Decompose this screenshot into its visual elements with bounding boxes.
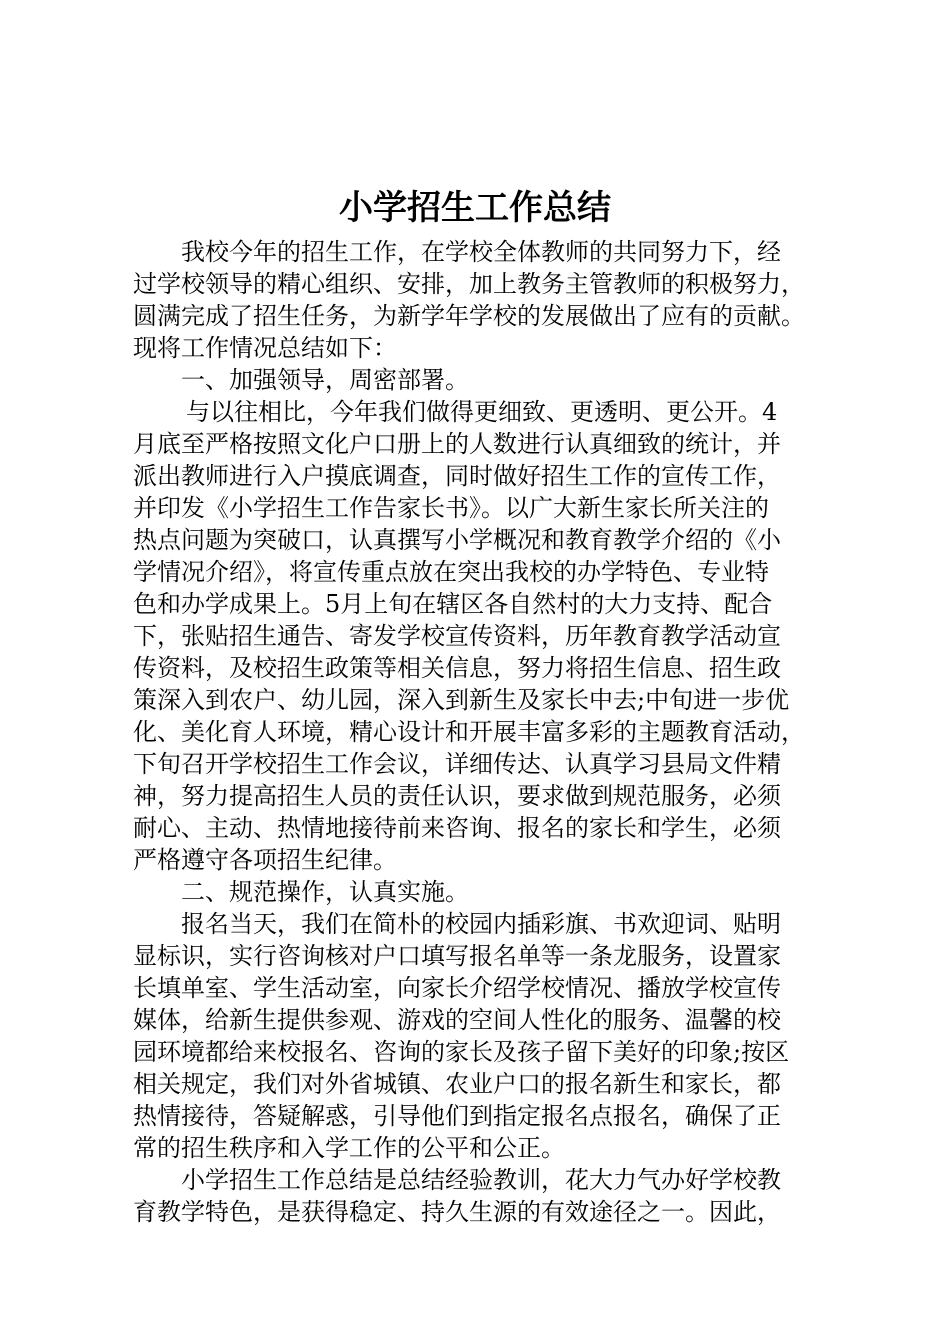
section-heading: 一、加强领导，周密部署。 xyxy=(181,366,469,394)
paragraph-line: 色和办学成果上。5月上旬在辖区各自然村的大力支持、配合 xyxy=(133,590,773,618)
paragraph-line: 小学招生工作总结是总结经验教训，花大力气办好学校教 xyxy=(181,1166,781,1194)
paragraph-line: 圆满完成了招生任务，为新学年学校的发展做出了应有的贡献。 xyxy=(133,302,805,330)
paragraph-line: 育教学特色，是获得稳定、持久生源的有效途径之一。因此， xyxy=(133,1198,781,1226)
section-heading: 二、规范操作，认真实施。 xyxy=(181,878,469,906)
paragraph-line: 下，张贴招生通告、寄发学校宣传资料，历年教育教学活动宣 xyxy=(133,622,781,650)
paragraph-line: 与以往相比，今年我们做得更细致、更透明、更公开。4 xyxy=(186,398,778,426)
paragraph-line: 热点问题为突破口，认真撰写小学概况和教育教学介绍的《小 xyxy=(133,526,781,554)
paragraph-line: 媒体，给新生提供参观、游戏的空间人性化的服务、温馨的校 xyxy=(133,1006,781,1034)
document-title: 小学招生工作总结 xyxy=(339,188,611,228)
paragraph-line: 传资料，及校招生政策等相关信息，努力将招生信息、招生政 xyxy=(133,654,781,682)
paragraph-line: 现将工作情况总结如下： xyxy=(133,334,397,362)
paragraph-line: 我校今年的招生工作，在学校全体教师的共同努力下，经 xyxy=(181,238,781,266)
paragraph-line: 并印发《小学招生工作告家长书》。以广大新生家长所关注的 xyxy=(133,494,769,522)
paragraph-line: 相关规定，我们对外省城镇、农业户口的报名新生和家长，都 xyxy=(133,1070,781,1098)
paragraph-line: 严格遵守各项招生纪律。 xyxy=(133,846,397,874)
paragraph-line: 报名当天，我们在简朴的校园内插彩旗、书欢迎词、贴明 xyxy=(181,910,781,938)
paragraph-line: 长填单室、学生活动室，向家长介绍学校情况、播放学校宣传 xyxy=(133,974,781,1002)
paragraph-line: 下旬召开学校招生工作会议，详细传达、认真学习县局文件精 xyxy=(133,750,781,778)
paragraph-line: 过学校领导的精心组织、安排，加上教务主管教师的积极努力， xyxy=(133,270,805,298)
paragraph-line: 神，努力提高招生人员的责任认识，要求做到规范服务，必须 xyxy=(133,782,781,810)
paragraph-line: 园环境都给来校报名、咨询的家长及孩子留下美好的印象;按区 xyxy=(133,1038,790,1066)
paragraph-line: 化、美化育人环境，精心设计和开展丰富多彩的主题教育活动， xyxy=(133,718,805,746)
paragraph-line: 策深入到农户、幼儿园，深入到新生及家长中去;中旬进一步优 xyxy=(133,686,790,714)
paragraph-line: 学情况介绍》，将宣传重点放在突出我校的办学特色、专业特 xyxy=(133,558,769,586)
paragraph-line: 显标识，实行咨询核对户口填写报名单等一条龙服务，设置家 xyxy=(133,942,781,970)
paragraph-line: 月底至严格按照文化户口册上的人数进行认真细致的统计，并 xyxy=(133,430,781,458)
paragraph-line: 派出教师进行入户摸底调查，同时做好招生工作的宣传工作， xyxy=(133,462,781,490)
paragraph-line: 热情接待，答疑解惑，引导他们到指定报名点报名，确保了正 xyxy=(133,1102,781,1130)
paragraph-line: 常的招生秩序和入学工作的公平和公正。 xyxy=(133,1134,565,1162)
paragraph-line: 耐心、主动、热情地接待前来咨询、报名的家长和学生，必须 xyxy=(133,814,781,842)
